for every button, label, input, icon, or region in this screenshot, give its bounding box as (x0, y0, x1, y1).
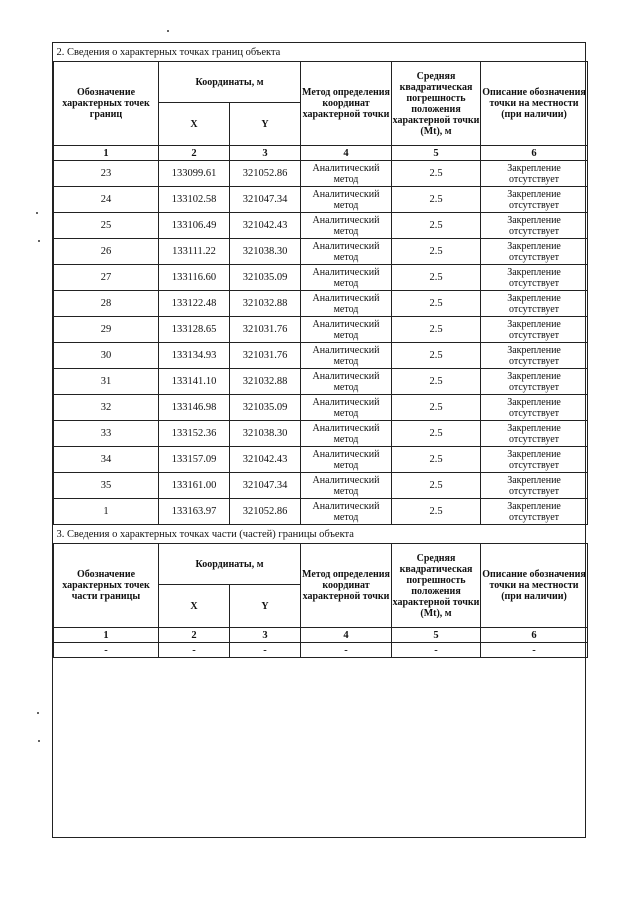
description-cell: Закрепление отсутствует (481, 213, 588, 239)
point-id-cell: 34 (54, 447, 159, 473)
header-description: Описание обозначения точки на местности (при наличии) (481, 544, 588, 628)
method-cell: Аналитический метод (301, 473, 392, 499)
col-number: 1 (54, 628, 159, 643)
error-cell: 2.5 (392, 213, 481, 239)
error-cell: 2.5 (392, 187, 481, 213)
header-method: Метод определения координат характерной точки (301, 62, 392, 146)
col-number: 5 (392, 628, 481, 643)
empty-cell: - (230, 643, 301, 658)
method-cell: Аналитический метод (301, 369, 392, 395)
description-cell: Закрепление отсутствует (481, 343, 588, 369)
point-id-cell: 35 (54, 473, 159, 499)
table-row (54, 239, 588, 265)
point-id-cell: 28 (54, 291, 159, 317)
table-row (54, 473, 588, 499)
y-coord-cell: 321038.30 (230, 421, 301, 447)
error-cell: 2.5 (392, 265, 481, 291)
description-cell: Закрепление отсутствует (481, 369, 588, 395)
col-number: 2 (159, 628, 230, 643)
method-cell: Аналитический метод (301, 291, 392, 317)
method-cell: Аналитический метод (301, 239, 392, 265)
col-number: 4 (301, 146, 392, 161)
header-coords: Координаты, м (159, 544, 301, 585)
description-cell: Закрепление отсутствует (481, 421, 588, 447)
point-id-cell: 32 (54, 395, 159, 421)
description-cell: Закрепление отсутствует (481, 499, 588, 525)
x-coord-cell: 133146.98 (159, 395, 230, 421)
x-coord-cell: 133106.49 (159, 213, 230, 239)
header-designation: Обозначение характерных точек части границы (54, 544, 159, 628)
point-id-cell: 24 (54, 187, 159, 213)
method-cell: Аналитический метод (301, 447, 392, 473)
point-id-cell: 25 (54, 213, 159, 239)
header-error: Средняя квадратическая погрешность положения характерной точки (Mt), м (392, 544, 481, 628)
x-coord-cell: 133157.09 (159, 447, 230, 473)
error-cell: 2.5 (392, 421, 481, 447)
header-x: X (159, 103, 230, 146)
y-coord-cell: 321032.88 (230, 291, 301, 317)
point-id-cell: 30 (54, 343, 159, 369)
x-coord-cell: 133128.65 (159, 317, 230, 343)
header-error: Средняя квадратическая погрешность положения характерной точки (Mt), м (392, 62, 481, 146)
table-row (54, 161, 588, 187)
error-cell: 2.5 (392, 239, 481, 265)
x-coord-cell: 133134.93 (159, 343, 230, 369)
point-id-cell: 33 (54, 421, 159, 447)
description-cell: Закрепление отсутствует (481, 161, 588, 187)
scan-speck (37, 712, 39, 714)
y-coord-cell: 321032.88 (230, 369, 301, 395)
error-cell: 2.5 (392, 369, 481, 395)
x-coord-cell: 133116.60 (159, 265, 230, 291)
point-id-cell: 26 (54, 239, 159, 265)
error-cell: 2.5 (392, 499, 481, 525)
description-cell: Закрепление отсутствует (481, 239, 588, 265)
table-row (54, 265, 588, 291)
point-id-cell: 23 (54, 161, 159, 187)
table-row (54, 499, 588, 525)
x-coord-cell: 133111.22 (159, 239, 230, 265)
section3-title: 3. Сведения о характерных точках части (частей) границы объекта (54, 525, 588, 544)
error-cell: 2.5 (392, 291, 481, 317)
col-number: 2 (159, 146, 230, 161)
col-number: 1 (54, 146, 159, 161)
error-cell: 2.5 (392, 395, 481, 421)
header-designation: Обозначение характерных точек границ (54, 62, 159, 146)
x-coord-cell: 133099.61 (159, 161, 230, 187)
method-cell: Аналитический метод (301, 421, 392, 447)
empty-cell: - (54, 643, 159, 658)
y-coord-cell: 321047.34 (230, 187, 301, 213)
table-row (54, 369, 588, 395)
description-cell: Закрепление отсутствует (481, 265, 588, 291)
error-cell: 2.5 (392, 473, 481, 499)
method-cell: Аналитический метод (301, 213, 392, 239)
table-row (54, 447, 588, 473)
method-cell: Аналитический метод (301, 395, 392, 421)
section2-title: 2. Сведения о характерных точках границ объекта (54, 43, 588, 62)
method-cell: Аналитический метод (301, 317, 392, 343)
y-coord-cell: 321031.76 (230, 317, 301, 343)
method-cell: Аналитический метод (301, 161, 392, 187)
col-number: 6 (481, 628, 588, 643)
header-y: Y (230, 103, 301, 146)
header-y: Y (230, 585, 301, 628)
x-coord-cell: 133161.00 (159, 473, 230, 499)
col-number: 6 (481, 146, 588, 161)
col-number: 3 (230, 146, 301, 161)
empty-cell: - (392, 643, 481, 658)
method-cell: Аналитический метод (301, 265, 392, 291)
method-cell: Аналитический метод (301, 343, 392, 369)
table-row (54, 421, 588, 447)
scan-speck (167, 30, 169, 32)
table-row (54, 187, 588, 213)
error-cell: 2.5 (392, 161, 481, 187)
col-number: 4 (301, 628, 392, 643)
table-row (54, 343, 588, 369)
error-cell: 2.5 (392, 343, 481, 369)
x-coord-cell: 133122.48 (159, 291, 230, 317)
table-row (54, 317, 588, 343)
part-boundary-points-table (53, 525, 588, 658)
y-coord-cell: 321052.86 (230, 499, 301, 525)
y-coord-cell: 321042.43 (230, 447, 301, 473)
x-coord-cell: 133141.10 (159, 369, 230, 395)
error-cell: 2.5 (392, 447, 481, 473)
description-cell: Закрепление отсутствует (481, 317, 588, 343)
empty-cell: - (481, 643, 588, 658)
x-coord-cell: 133163.97 (159, 499, 230, 525)
y-coord-cell: 321038.30 (230, 239, 301, 265)
x-coord-cell: 133102.58 (159, 187, 230, 213)
header-coords: Координаты, м (159, 62, 301, 103)
y-coord-cell: 321042.43 (230, 213, 301, 239)
scan-speck (38, 240, 40, 242)
description-cell: Закрепление отсутствует (481, 395, 588, 421)
table-row (54, 395, 588, 421)
description-cell: Закрепление отсутствует (481, 291, 588, 317)
header-description: Описание обозначения точки на местности (при наличии) (481, 62, 588, 146)
point-id-cell: 1 (54, 499, 159, 525)
col-number: 3 (230, 628, 301, 643)
table-row (54, 213, 588, 239)
description-cell: Закрепление отсутствует (481, 187, 588, 213)
y-coord-cell: 321052.86 (230, 161, 301, 187)
point-id-cell: 27 (54, 265, 159, 291)
description-cell: Закрепление отсутствует (481, 473, 588, 499)
x-coord-cell: 133152.36 (159, 421, 230, 447)
empty-cell: - (301, 643, 392, 658)
table-row (54, 291, 588, 317)
method-cell: Аналитический метод (301, 499, 392, 525)
y-coord-cell: 321035.09 (230, 395, 301, 421)
y-coord-cell: 321031.76 (230, 343, 301, 369)
y-coord-cell: 321047.34 (230, 473, 301, 499)
description-cell: Закрепление отсутствует (481, 447, 588, 473)
empty-cell: - (159, 643, 230, 658)
point-id-cell: 31 (54, 369, 159, 395)
scan-speck (38, 740, 40, 742)
scan-speck (36, 212, 38, 214)
point-id-cell: 29 (54, 317, 159, 343)
header-method: Метод определения координат характерной точки (301, 544, 392, 628)
document-frame (52, 42, 586, 838)
header-x: X (159, 585, 230, 628)
col-number: 5 (392, 146, 481, 161)
method-cell: Аналитический метод (301, 187, 392, 213)
y-coord-cell: 321035.09 (230, 265, 301, 291)
error-cell: 2.5 (392, 317, 481, 343)
boundary-points-table (53, 43, 588, 525)
